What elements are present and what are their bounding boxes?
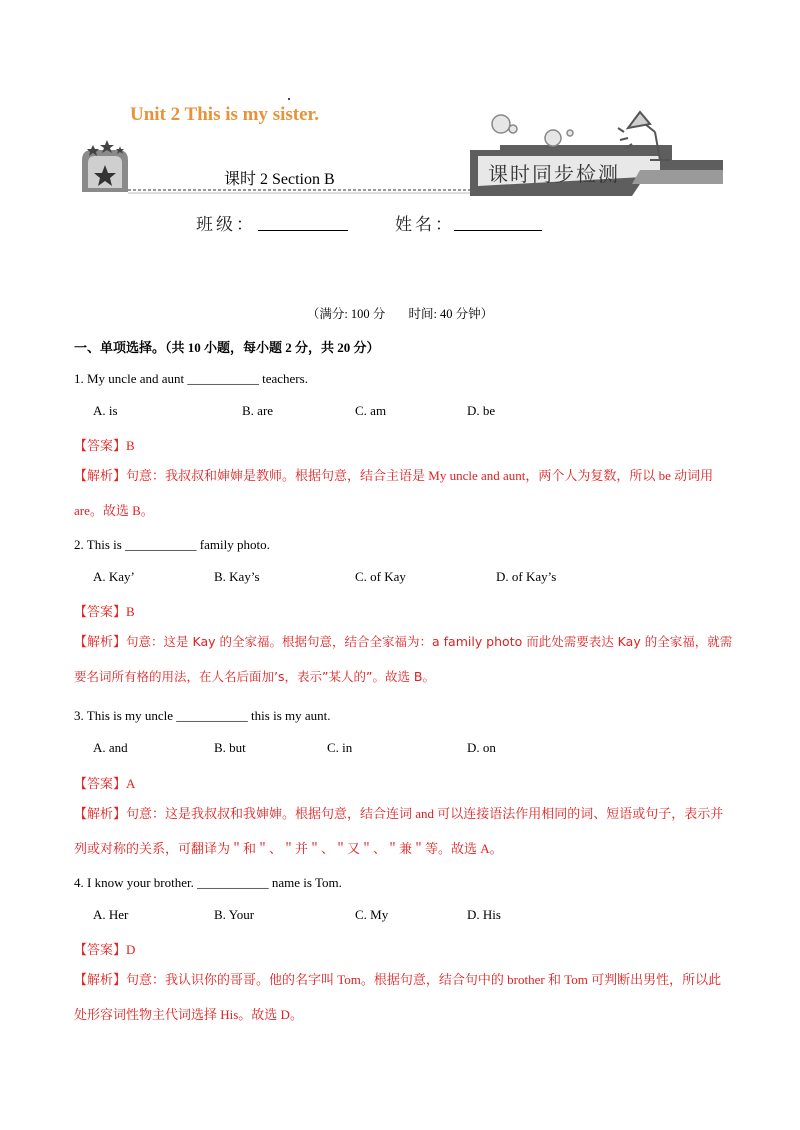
option-b: B. Kay’s — [214, 569, 260, 584]
star-badge-icon — [82, 140, 128, 192]
page-title: Unit 2 This is my sister. — [130, 104, 319, 125]
option-d: D. of Kay’s — [496, 569, 557, 584]
explanation-text: 句意：我认识你的哥哥。他的名字叫 Tom。根据句意，结合句中的 brother 和 Tom 可判断出男性，所以此处形容词性物主代词选择 His。故选 D。 — [74, 972, 722, 1022]
explanation-tag: 【解析】 — [74, 468, 127, 483]
banner-badge-text: 课时同步检测 — [488, 162, 620, 186]
option-a: A. is — [93, 403, 118, 418]
option-a: A. Kay’ — [93, 569, 135, 584]
question-stem: 1. My uncle and aunt ___________ teachers. — [74, 371, 308, 386]
dot-mark — [288, 98, 290, 100]
option-d: D. His — [467, 907, 501, 922]
explanation-text: 句意：我叔叔和婶婶是教师。根据句意，结合主语是 My uncle and aunt，两个人为复数，所以 be 动词用 are。故选 B。 — [74, 468, 714, 518]
option-d: D. be — [467, 403, 496, 418]
section-heading: 一、单项选择。（共 10 小题，每小题 2 分，共 20 分） — [74, 340, 380, 355]
option-c: C. of Kay — [355, 569, 406, 584]
option-b: B. Your — [214, 907, 255, 922]
explanation — [74, 624, 734, 694]
option-b: B. are — [242, 403, 274, 418]
question-stem: 4. I know your brother. ___________ name is Tom. — [74, 875, 342, 890]
explanation-text: 句意：这是我叔叔和我婶婶。根据句意，结合连词 and 可以连接语法作用相同的词、短语或句子，表示并列或对称的关系，可翻译为＂和＂、＂并＂、＂又＂、＂兼＂等。故选 A。 — [74, 806, 724, 856]
time-limit: 时间: 40 分钟） — [408, 307, 494, 321]
question-stem: 2. This is ___________ family photo. — [74, 537, 270, 552]
section-subtitle: 课时 2 Section B — [224, 171, 335, 188]
option-c: C. in — [327, 740, 353, 755]
explanation — [74, 458, 734, 528]
bubble-icon — [492, 115, 573, 146]
answer: 【答案】A — [74, 776, 136, 791]
answer: 【答案】D — [74, 942, 136, 957]
explanation — [74, 962, 734, 1032]
class-label: 班级： — [196, 215, 256, 235]
explanation-text: 句意：这是 Kay 的全家福。根据句意，结合全家福为：a family photo 而此处需要表达 Kay 的全家福，就需要名词所有格的用法，在人名后面加’s，表示”某人的”。故选 B。 — [74, 634, 733, 684]
option-a: A. Her — [93, 907, 129, 922]
option-a: A. and — [93, 740, 128, 755]
answer: 【答案】B — [74, 438, 135, 453]
exam-meta — [0, 304, 800, 322]
option-c: C. My — [355, 907, 389, 922]
explanation-tag: 【解析】 — [74, 972, 127, 987]
question-stem: 3. This is my uncle ___________ this is my aunt. — [74, 708, 331, 723]
option-c: C. am — [355, 403, 387, 418]
option-b: B. but — [214, 740, 246, 755]
option-d: D. on — [467, 740, 496, 755]
answer: 【答案】B — [74, 604, 135, 619]
name-label: 姓名： — [395, 215, 455, 235]
explanation-tag: 【解析】 — [74, 634, 127, 649]
explanation-tag: 【解析】 — [74, 806, 127, 821]
explanation — [74, 796, 734, 866]
full-score: （满分: 100 分 — [306, 307, 386, 321]
class-field[interactable] — [258, 230, 348, 231]
name-field[interactable] — [454, 230, 542, 231]
